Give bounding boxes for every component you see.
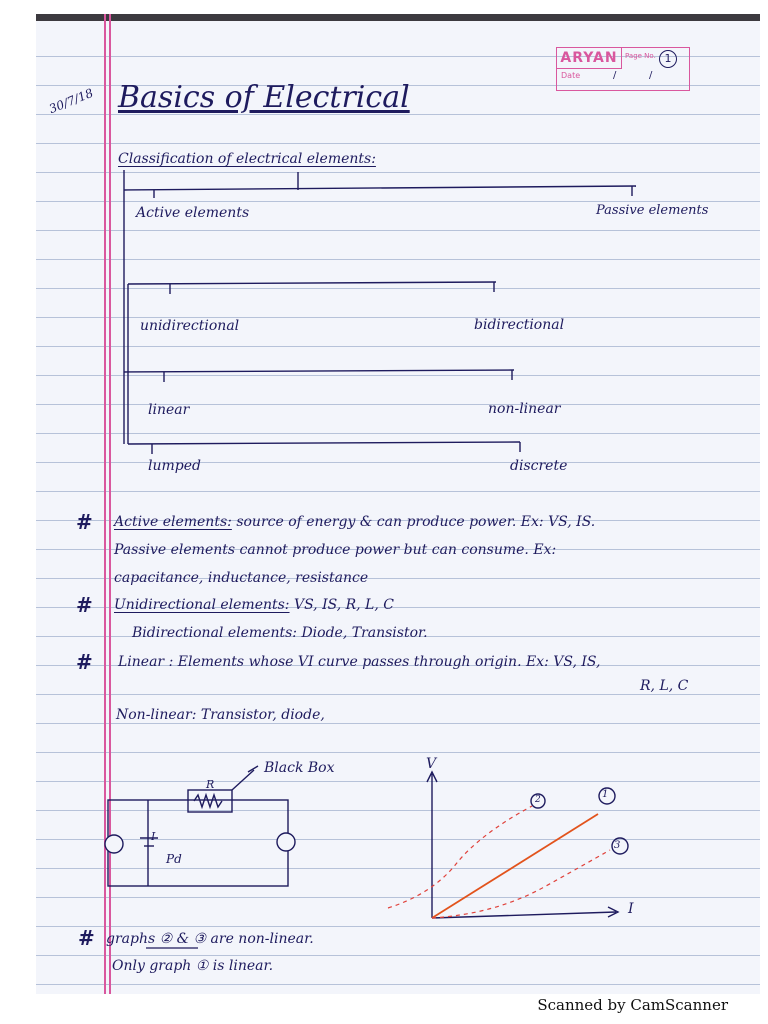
node-non-linear: non-linear: [488, 401, 561, 417]
brand-name: ARYAN: [557, 48, 622, 69]
bullet-hash-2: #: [76, 593, 93, 617]
graph-curve-2-nonlinear: [388, 806, 532, 908]
circuit-source-i-label: I: [151, 830, 156, 843]
graph-curve-2-marker: [531, 794, 545, 808]
note-unidir-label: Unidirectional elements:: [114, 597, 290, 613]
circuit-source-pd-label: Pd: [166, 852, 182, 866]
ammeter-circle: [277, 833, 295, 851]
note-unidir-def: VS, IS, R, L, C: [293, 597, 394, 613]
margin-date: 30/7/18: [47, 85, 96, 117]
date-slash-2: /: [649, 70, 653, 81]
classification-tree-lines: [124, 170, 636, 454]
classification-heading: Classification of electrical elements:: [118, 151, 376, 167]
node-unidirectional: unidirectional: [140, 318, 240, 334]
node-discrete: discrete: [510, 458, 568, 474]
node-lumped: lumped: [148, 458, 201, 474]
bullet-hash-3: #: [76, 650, 93, 674]
bullet-hash-1: #: [76, 510, 93, 534]
circuit-resistor-label: R: [206, 778, 215, 791]
voltmeter-circle: [105, 835, 123, 853]
note-graphs-line1: graphs ② & ③ are non-linear.: [106, 931, 314, 947]
graph-v-axis-label: V: [426, 756, 437, 772]
graph-curve-1-marker: [599, 788, 615, 804]
circuit-black-box-label: Black Box: [264, 760, 335, 776]
node-passive: Passive elements: [596, 203, 709, 218]
page-no-label: Page No.: [625, 52, 656, 60]
scanner-watermark: Scanned by CamScanner: [537, 996, 728, 1014]
bullet-hash-4: #: [78, 926, 95, 950]
graph-axes: [427, 772, 628, 918]
scanner-footer: [0, 994, 768, 1024]
note-linear-cont: R, L, C: [640, 678, 689, 694]
note-linear-label: Linear :: [118, 654, 174, 670]
note-non-linear: Non-linear: Transistor, diode,: [116, 707, 325, 723]
page-title: Basics of Electrical: [118, 80, 410, 115]
node-active: Active elements: [136, 205, 250, 221]
page-number: 1: [659, 50, 677, 68]
notebook-page: [36, 14, 760, 994]
graph-curve-2-label: 2: [535, 795, 541, 805]
graph-i-axis-label: I: [628, 901, 634, 917]
graph-curve-3-label: 3: [614, 840, 621, 851]
graph-curve-3-marker: [612, 838, 628, 854]
note-bidirectional: Bidirectional elements: Diode, Transistor.: [132, 625, 428, 641]
note-active-label: Active elements:: [114, 514, 232, 530]
graph-curve-3-nonlinear: [432, 850, 610, 918]
note-passive-line1: Passive elements cannot produce power but can consume. Ex:: [114, 542, 557, 558]
date-slash-1: /: [613, 70, 617, 81]
drawings-layer: [36, 14, 760, 994]
date-label: Date: [561, 71, 581, 80]
circuit-diagram: [105, 766, 295, 886]
node-linear: linear: [148, 402, 190, 418]
note-passive-line2: capacitance, inductance, resistance: [114, 570, 369, 586]
note-active-def: source of energy & can produce power. Ex: VS, IS.: [236, 514, 596, 530]
graph-curve-1-label: 1: [602, 789, 609, 800]
note-graphs-line2: Only graph ① is linear.: [112, 958, 274, 974]
note-linear-def: Elements whose VI curve passes through origin. Ex: VS, IS,: [177, 654, 601, 670]
resistor-symbol: [194, 795, 222, 807]
node-bidirectional: bidirectional: [474, 317, 565, 333]
graph-curve-1-linear: [432, 814, 598, 918]
